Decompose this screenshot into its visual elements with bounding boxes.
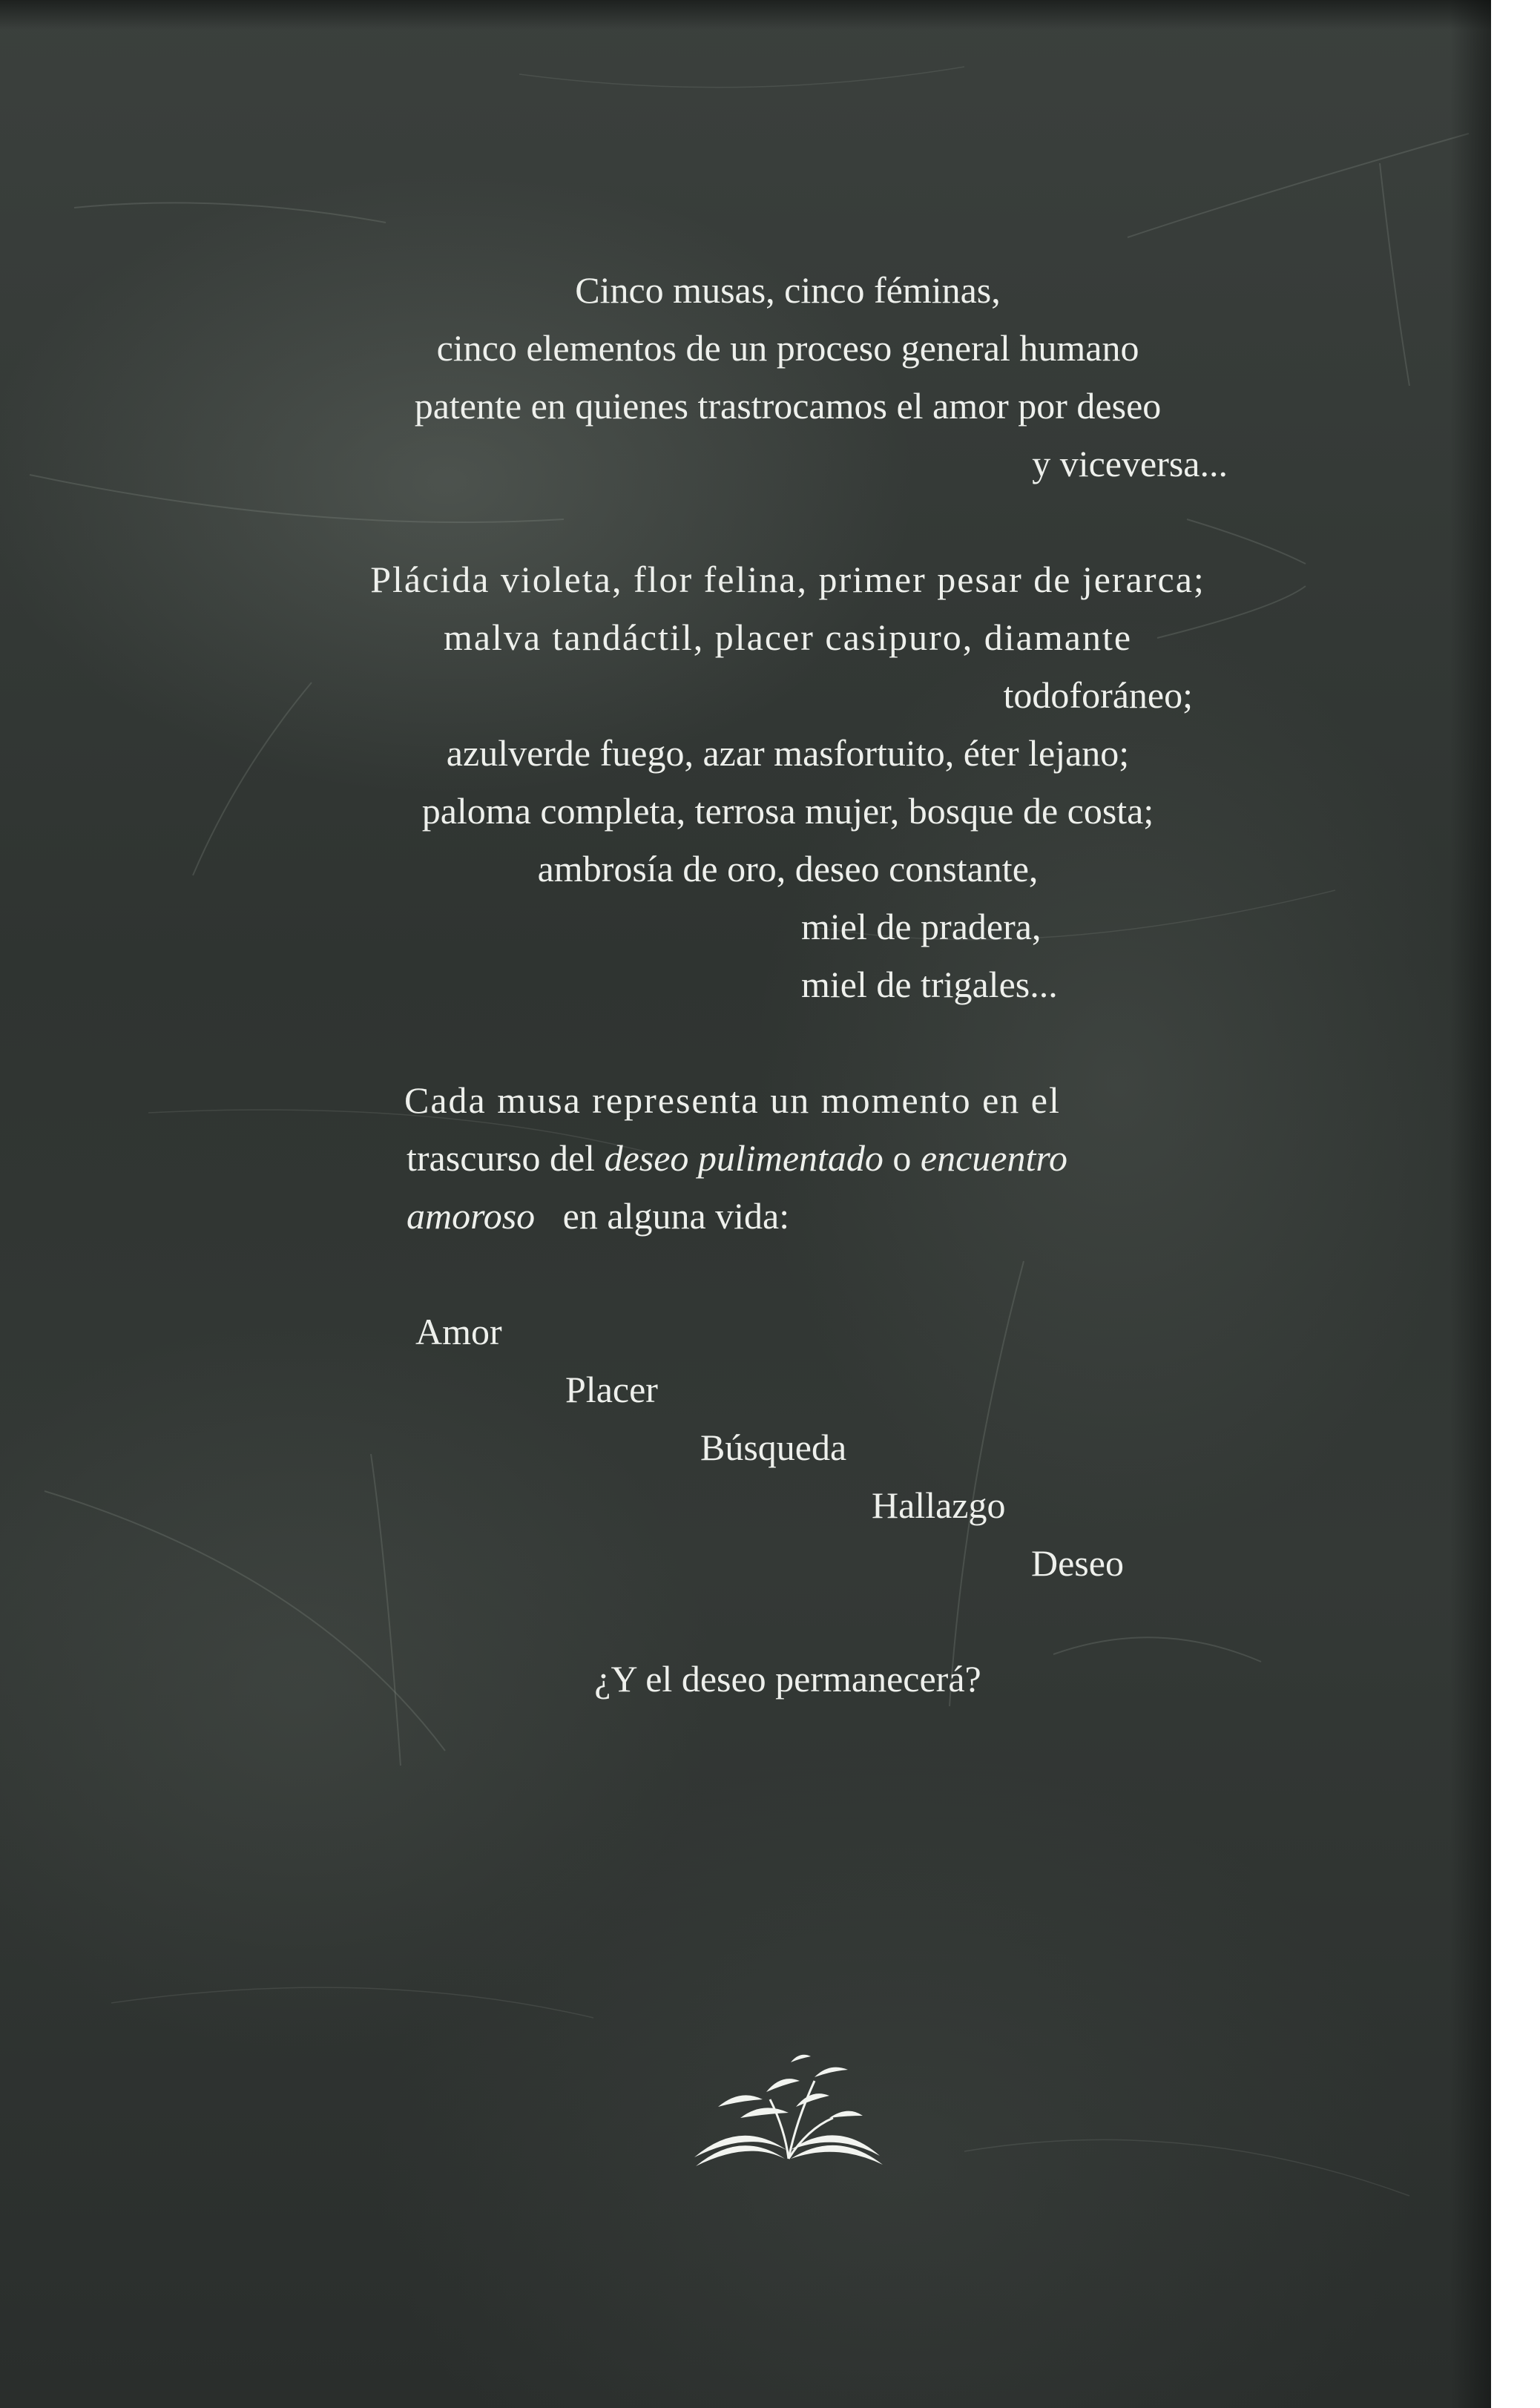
poem-line: miel de pradera, (801, 906, 1042, 947)
poem-line: Cada musa representa un momento en el (404, 1079, 1061, 1121)
poem-line: todoforáneo; (1003, 674, 1193, 716)
stage-label: Búsqueda (700, 1427, 847, 1468)
open-book-sprouts-icon (688, 2047, 889, 2174)
poem-line: Plácida violeta, flor felina, primer pesar de jerarca; (370, 559, 1205, 600)
poem-line: malva tandáctil, placer casipuro, diamante (443, 616, 1133, 658)
poem-line: trascurso del deseo pulimentado o encuentro (407, 1137, 1067, 1179)
stage-label: Placer (565, 1369, 658, 1410)
poem-line: y viceversa... (1032, 443, 1228, 484)
poem-line: patente en quienes trastrocamos el amor por deseo (414, 385, 1162, 427)
poem-line: miel de trigales... (801, 964, 1058, 1005)
poem-line: ambrosía de oro, deseo constante, (537, 848, 1039, 889)
poem-line: amoroso en alguna vida: (407, 1195, 790, 1237)
poem-line: paloma completa, terrosa mujer, bosque de costa; (421, 790, 1154, 832)
italic-phrase: deseo pulimentado (604, 1137, 883, 1179)
poem-line: Cinco musas, cinco féminas, (575, 269, 1001, 311)
poem-line: azulverde fuego, azar masfortuito, éter lejano; (446, 732, 1130, 774)
closing-question: ¿Y el deseo permanecerá? (594, 1658, 981, 1700)
stage-label: Hallazgo (872, 1484, 1006, 1526)
stage-label: Amor (415, 1311, 502, 1352)
italic-phrase: encuentro (920, 1137, 1067, 1179)
poem-line: cinco elementos de un proceso general humano (436, 327, 1139, 369)
stage-label: Deseo (1031, 1542, 1124, 1584)
italic-phrase: amoroso (407, 1195, 536, 1237)
